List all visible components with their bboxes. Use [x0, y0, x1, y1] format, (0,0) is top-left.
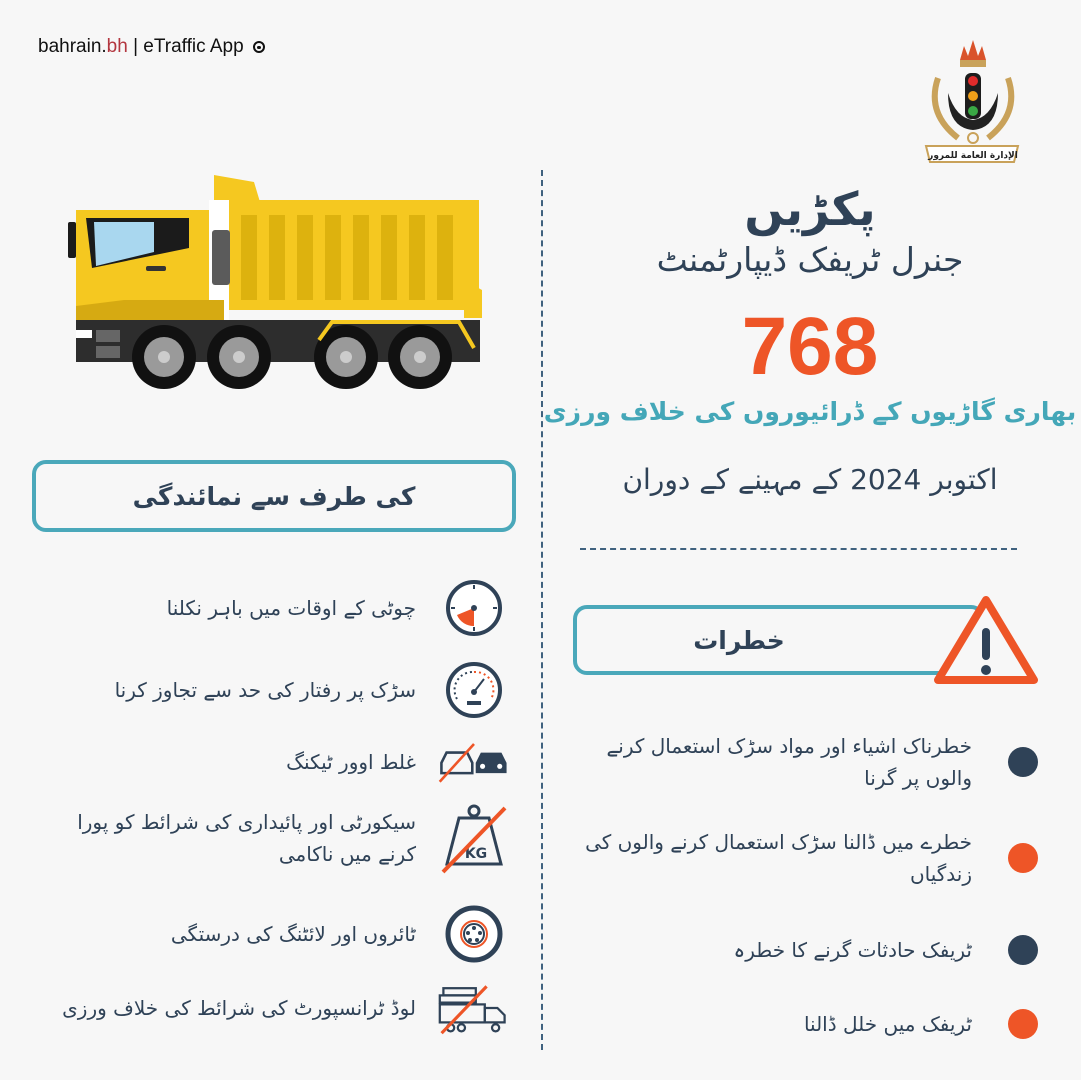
- violation-item-text: لوڈ ٹرانسپورٹ کی شرائط کی خلاف ورزی: [62, 996, 416, 1020]
- horizontal-divider: [580, 548, 1017, 550]
- risk-item-text: ٹریفک حادثات گرنے کا خطرہ: [733, 938, 972, 962]
- wheel: [132, 325, 196, 389]
- violation-item-text: ٹائروں اور لائٹنگ کی درستگی: [170, 922, 416, 946]
- risk-item-text: خطرناک اشیاء اور مواد سڑک استعمال کرنے والوں پر گرنا: [606, 734, 972, 790]
- violation-item: [30, 658, 510, 722]
- risk-item-text: ٹریفک میں خلل ڈالنا: [803, 1012, 972, 1036]
- bullet-dot: [1008, 747, 1038, 777]
- wheel: [207, 325, 271, 389]
- brand-header: [38, 36, 265, 58]
- violation-item: [30, 976, 510, 1040]
- violation-item-text: غلط اوور ٹیکنگ: [286, 750, 416, 774]
- clock-icon: [438, 576, 510, 640]
- logo-caption: الإدارة العامة للمرور: [928, 151, 1018, 161]
- bullet-dot: [1008, 1009, 1038, 1039]
- no-overtaking-icon: [438, 730, 510, 794]
- dump-truck-illustration: [64, 170, 488, 392]
- violation-item: [30, 730, 510, 794]
- risks-box: [573, 605, 985, 675]
- department-name: جنرل ٹریفک ڈیپارٹمنٹ: [656, 240, 964, 279]
- overloaded-truck-icon: [438, 976, 510, 1040]
- weight-label: KG: [464, 846, 488, 862]
- tire-icon: [438, 902, 510, 966]
- risks-title: خطرات: [693, 625, 785, 655]
- violation-item: [30, 576, 510, 640]
- vertical-divider: [541, 170, 543, 1050]
- violation-item-text: سڑک پر رفتار کی حد سے تجاوز کرنا: [114, 678, 416, 702]
- warning-triangle-icon: [932, 594, 1040, 686]
- represented-by-box: [32, 460, 516, 532]
- bullet-dot: [1008, 843, 1038, 873]
- brand-domain: bh: [106, 36, 128, 57]
- risk-item-text: خطرے میں ڈالنا سڑک استعمال کرنے والوں کی زندگیاں: [585, 830, 972, 886]
- weight-kg-icon: [438, 806, 510, 870]
- violation-description: بھاری گاڑیوں کے ڈرائیوروں کی خلاف ورزی: [543, 397, 1077, 426]
- violation-item-text: چوٹی کے اوقات میں باہر نکلنا: [166, 596, 416, 620]
- violation-item: [30, 902, 510, 966]
- risk-item: [570, 1008, 1050, 1040]
- page-title: پکڑیں: [744, 182, 876, 236]
- violation-item: [30, 806, 510, 870]
- risk-item: [570, 826, 1050, 890]
- bullet-dot: [1008, 935, 1038, 965]
- crown-icon: [960, 40, 986, 67]
- brand-app-name: | eTraffic App: [127, 36, 244, 57]
- steering-wheel-icon: [253, 41, 265, 53]
- brand-name: bahrain.: [38, 36, 107, 57]
- risk-item: [570, 934, 1050, 966]
- risk-item: [570, 730, 1050, 794]
- violation-item-text: سیکورٹی اور پائیداری کی شرائط کو پورا کرنے میں ناکامی: [77, 810, 416, 866]
- traffic-department-logo: [918, 38, 1028, 168]
- violation-count: 768: [741, 301, 879, 392]
- speedometer-icon: [438, 658, 510, 722]
- period-text: اکتوبر 2024 کے مہینے کے دوران: [622, 463, 998, 496]
- wheel: [388, 325, 452, 389]
- represented-by-title: کی طرف سے نمائندگی: [132, 481, 416, 511]
